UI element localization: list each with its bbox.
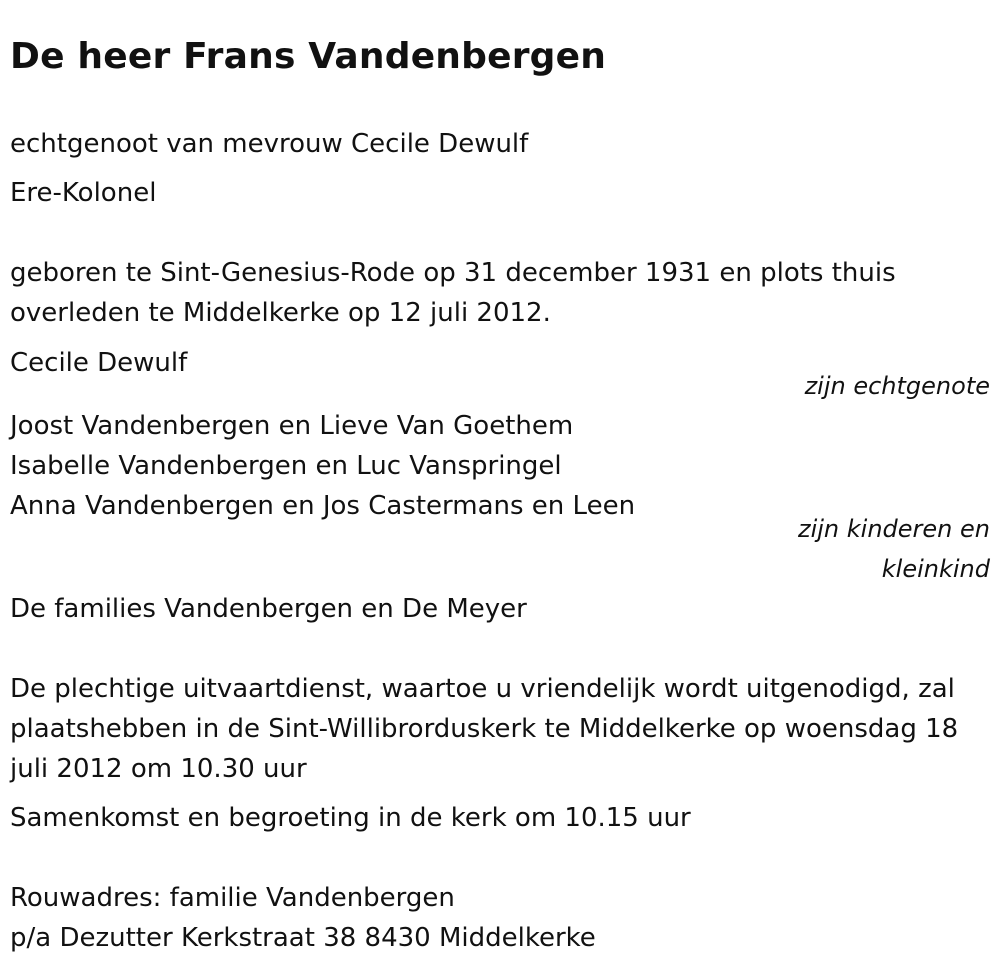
spouse-relation-line: echtgenoot van mevrouw Cecile Dewulf	[10, 129, 529, 159]
address-line-2: p/a Dezutter Kerkstraat 38 8430 Middelkerke	[10, 923, 596, 953]
birth-death-line-1: geboren te Sint-Genesius-Rode op 31 december 1931 en plots thuis	[10, 258, 896, 288]
children-role-line-1: zijn kinderen en	[798, 515, 990, 543]
spouse-name: Cecile Dewulf	[10, 348, 188, 378]
funeral-line-2: plaatshebben in de Sint-Willibrorduskerk te Middelkerke op woensdag 18	[10, 714, 959, 744]
funeral-block	[10, 669, 985, 789]
children-list	[10, 406, 985, 526]
birth-death-line-2: overleden te Middelkerke op 12 juli 2012.	[10, 298, 551, 328]
child-entry: Joost Vandenbergen en Lieve Van Goethem	[10, 411, 574, 441]
funeral-line-3: juli 2012 om 10.30 uur	[10, 754, 307, 784]
address-line-1: Rouwadres: familie Vandenbergen	[10, 883, 455, 913]
spouse-role: zijn echtgenote	[804, 372, 990, 400]
mourning-address	[10, 878, 985, 958]
rank-line: Ere-Kolonel	[10, 178, 157, 208]
obituary-title: De heer Frans Vandenbergen	[10, 36, 607, 77]
child-entry: Isabelle Vandenbergen en Luc Vanspringel	[10, 451, 562, 481]
birth-death-block	[10, 253, 985, 333]
child-entry: Anna Vandenbergen en Jos Castermans en Leen	[10, 491, 636, 521]
gathering-line: Samenkomst en begroeting in de kerk om 10.15 uur	[10, 803, 691, 833]
funeral-line-1: De plechtige uitvaartdienst, waartoe u vriendelijk wordt uitgenodigd, zal	[10, 674, 955, 704]
children-role-line-2: kleinkind	[881, 555, 990, 583]
families-line: De families Vandenbergen en De Meyer	[10, 594, 527, 624]
